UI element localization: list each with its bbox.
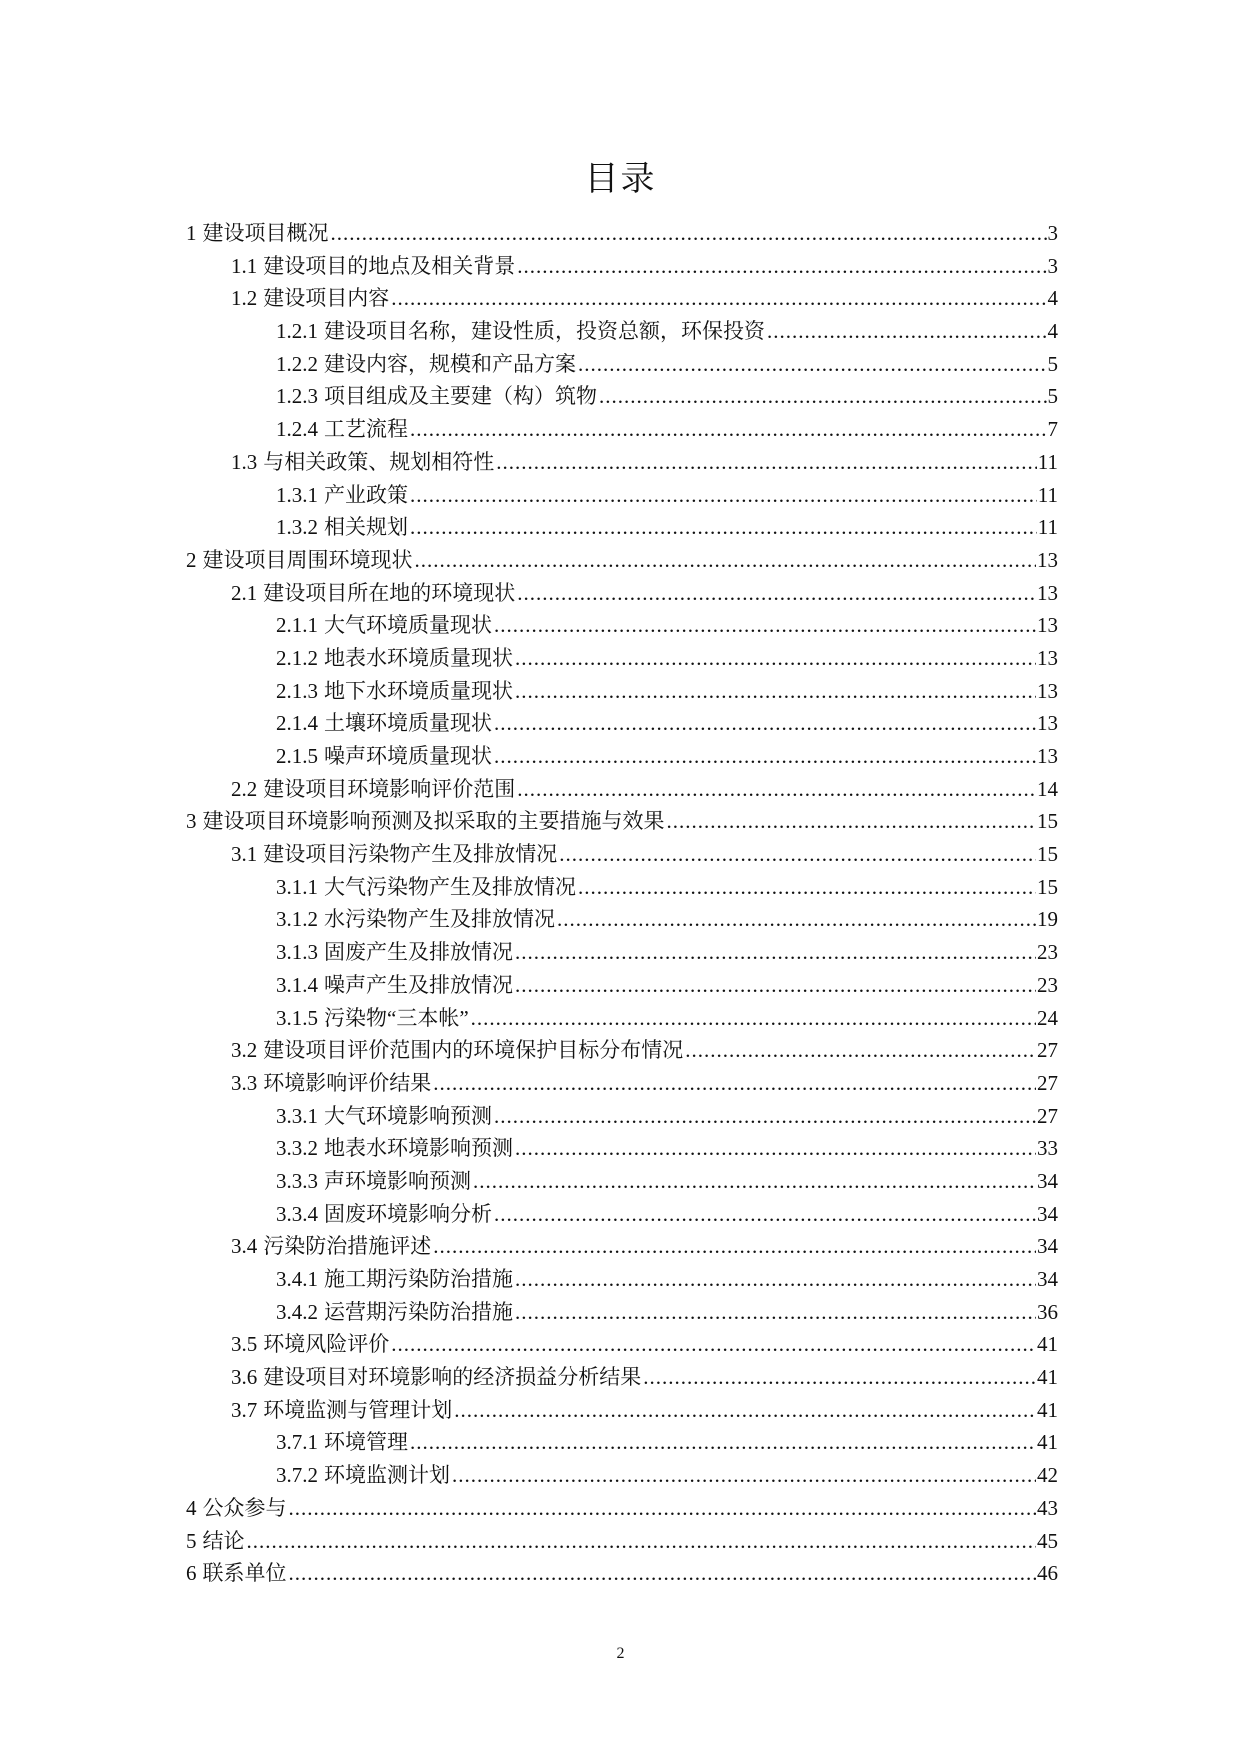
toc-entry[interactable] <box>186 413 1058 446</box>
toc-entry-title: 施工期污染防治措施 <box>324 1267 513 1291</box>
toc-entry-number: 1.2 <box>231 286 258 311</box>
toc-dot-leader <box>515 936 1036 969</box>
toc-entry[interactable] <box>186 315 1058 348</box>
toc-entry-page: 34 <box>1037 1168 1058 1193</box>
toc-entry-number: 3.1.4 <box>276 972 318 997</box>
toc-entry-page: 34 <box>1037 1201 1058 1226</box>
toc-entry-title: 建设项目周围环境现状 <box>202 547 413 572</box>
toc-dot-leader <box>471 1002 1036 1035</box>
toc-dot-leader <box>454 1394 1036 1427</box>
toc-entry-title: 环境风险评价 <box>263 1332 390 1357</box>
toc-entry[interactable] <box>186 217 1058 250</box>
toc-entry-title: 环境影响评价结果 <box>263 1070 432 1095</box>
toc-entry-page: 27 <box>1037 1070 1058 1095</box>
toc-entry-number: 3.7.1 <box>276 1430 318 1455</box>
toc-dot-leader <box>289 1492 1037 1525</box>
toc-entry-title: 结论 <box>202 1528 245 1553</box>
toc-entry[interactable] <box>186 773 1058 806</box>
toc-entry-page: 13 <box>1037 744 1058 768</box>
toc-dot-leader <box>517 250 1046 283</box>
toc-entry-page: 15 <box>1037 809 1058 834</box>
toc-dot-leader <box>452 1459 1036 1492</box>
toc-entry-page: 23 <box>1037 972 1058 997</box>
toc-dot-leader <box>494 707 1036 740</box>
toc-entry-number: 2 <box>186 547 197 572</box>
toc-dot-leader <box>433 1230 1036 1263</box>
toc-dot-leader <box>517 577 1036 610</box>
toc-entry[interactable] <box>186 707 1058 740</box>
toc-entry-number: 3.6 <box>231 1365 258 1390</box>
toc-entry-page: 13 <box>1037 580 1058 605</box>
toc-dot-leader <box>410 479 1037 512</box>
toc-entry-title: 土壤环境质量现状 <box>324 711 492 736</box>
toc-entry[interactable] <box>186 1132 1058 1165</box>
toc-entry-number: 2.2 <box>231 776 258 801</box>
toc-entry[interactable] <box>186 380 1058 413</box>
toc-entry-page: 41 <box>1037 1397 1058 1422</box>
toc-entry-number: 3.7 <box>231 1397 258 1422</box>
toc-entry-number: 1.3 <box>231 449 258 474</box>
toc-entry-title: 地表水环境影响预测 <box>324 1136 513 1161</box>
toc-entry-title: 建设项目的地点及相关背景 <box>263 253 516 278</box>
toc-entry[interactable] <box>186 969 1058 1002</box>
toc-entry[interactable] <box>186 1361 1058 1394</box>
toc-entry-number: 3.3.4 <box>276 1201 318 1226</box>
toc-dot-leader <box>331 217 1047 250</box>
toc-entry-number: 2.1.5 <box>276 744 318 768</box>
toc-dot-leader <box>433 1067 1036 1100</box>
toc-dot-leader <box>515 642 1036 675</box>
toc-entry-number: 1.3.1 <box>276 482 318 507</box>
toc-entry-number: 1.2.1 <box>276 319 318 344</box>
toc-entry-number: 3.3 <box>231 1070 258 1095</box>
toc-entry-title: 污染物“三本帐” <box>324 1005 469 1030</box>
toc-dot-leader <box>599 380 1047 413</box>
toc-entry-page: 5 <box>1047 384 1058 409</box>
toc-entry-number: 6 <box>186 1561 197 1586</box>
toc-entry-number: 2.1.1 <box>276 613 318 638</box>
toc-entry-page: 13 <box>1037 678 1058 703</box>
toc-entry-number: 3.2 <box>231 1038 258 1063</box>
toc-entry-title: 大气环境影响预测 <box>324 1103 492 1128</box>
toc-entry-number: 3.3.2 <box>276 1136 318 1161</box>
toc-entry[interactable] <box>186 805 1058 838</box>
toc-entry-number: 2.1.4 <box>276 711 318 736</box>
toc-entry-page: 4 <box>1047 286 1058 311</box>
toc-entry-title: 固废环境影响分析 <box>324 1201 492 1226</box>
toc-entry-number: 3.3.1 <box>276 1103 318 1128</box>
toc-entry-title: 环境监测与管理计划 <box>263 1397 453 1422</box>
toc-entry[interactable] <box>186 936 1058 969</box>
toc-dot-leader <box>515 675 1036 708</box>
toc-entry[interactable] <box>186 1067 1058 1100</box>
toc-dot-leader <box>643 1361 1036 1394</box>
toc-dot-leader <box>410 1426 1036 1459</box>
toc-entry-page: 7 <box>1047 417 1058 442</box>
toc-entry-title: 噪声环境质量现状 <box>324 744 492 768</box>
toc-entry-title: 工艺流程 <box>324 417 408 442</box>
toc-entry[interactable] <box>186 1459 1058 1492</box>
toc-entry-number: 3.1.2 <box>276 907 318 932</box>
toc-dot-leader <box>515 969 1036 1002</box>
toc-entry-page: 41 <box>1037 1430 1058 1455</box>
toc-dot-leader <box>515 1132 1036 1165</box>
toc-entry-page: 43 <box>1037 1495 1058 1520</box>
toc-entry-title: 建设内容，规模和产品方案 <box>324 351 576 376</box>
toc-entry[interactable] <box>186 1002 1058 1035</box>
toc-entry-page: 3 <box>1047 221 1058 245</box>
toc-entry-number: 3.7.2 <box>276 1463 318 1488</box>
toc-dot-leader <box>557 903 1036 936</box>
toc-entry-title: 相关规划 <box>324 515 408 540</box>
toc-entry-title: 环境管理 <box>324 1430 408 1455</box>
page-number: 2 <box>616 1645 625 1662</box>
toc-dot-leader <box>415 544 1037 577</box>
toc-entry-title: 建设项目概况 <box>202 221 329 245</box>
toc-entry-page: 45 <box>1037 1528 1058 1553</box>
toc-entry-title: 声环境影响预测 <box>324 1168 471 1193</box>
toc-entry-title: 建设项目内容 <box>263 286 390 311</box>
toc-entry-number: 3.1.1 <box>276 874 318 899</box>
toc-entry[interactable] <box>186 1328 1058 1361</box>
toc-entry-number: 1.2.4 <box>276 417 318 442</box>
toc-entry-title: 产业政策 <box>324 482 408 507</box>
toc-dot-leader <box>410 413 1047 446</box>
toc-entry-title: 建设项目评价范围内的环境保护目标分布情况 <box>263 1038 684 1063</box>
toc-entry-number: 2.1.2 <box>276 645 318 670</box>
toc-dot-leader <box>685 1034 1036 1067</box>
toc-entry-title: 污染防治措施评述 <box>263 1234 432 1259</box>
toc-entry-number: 4 <box>186 1495 197 1520</box>
toc-entry-number: 5 <box>186 1528 197 1553</box>
toc-dot-leader <box>559 838 1036 871</box>
toc-entry-number: 1.2.3 <box>276 384 318 409</box>
toc-entry[interactable] <box>186 1263 1058 1296</box>
toc-entry-page: 5 <box>1047 351 1058 376</box>
toc-entry[interactable] <box>186 1394 1058 1427</box>
toc-entry[interactable] <box>186 1557 1058 1590</box>
toc-entry-title: 地下水环境质量现状 <box>324 678 513 703</box>
toc-entry-page: 14 <box>1037 776 1058 801</box>
toc-entry[interactable] <box>186 348 1058 381</box>
toc-entry-page: 33 <box>1037 1136 1058 1161</box>
toc-entry-number: 2.1 <box>231 580 258 605</box>
toc-dot-leader <box>517 773 1036 806</box>
toc-entry[interactable] <box>186 1100 1058 1133</box>
toc-entry-title: 公众参与 <box>202 1495 287 1520</box>
toc-entry-title: 建设项目环境影响评价范围 <box>263 776 516 801</box>
toc-entry-page: 24 <box>1037 1005 1058 1030</box>
toc-dot-leader <box>473 1165 1036 1198</box>
toc-entry[interactable] <box>186 1296 1058 1329</box>
toc-entry-page: 36 <box>1037 1299 1058 1324</box>
toc-entry[interactable] <box>186 577 1058 610</box>
toc-entry-number: 1.3.2 <box>276 515 318 540</box>
toc-dot-leader <box>391 282 1046 315</box>
toc-entry-number: 3.4.1 <box>276 1267 318 1291</box>
toc-entry[interactable] <box>186 1165 1058 1198</box>
toc-entry-title: 大气环境质量现状 <box>324 613 492 638</box>
toc-entry[interactable] <box>186 903 1058 936</box>
toc-entry-page: 42 <box>1037 1463 1058 1488</box>
toc-entry[interactable] <box>186 282 1058 315</box>
toc-entry-page: 15 <box>1037 874 1058 899</box>
page-title: 目录 <box>584 161 657 198</box>
toc-entry-page: 46 <box>1037 1561 1058 1586</box>
toc-entry[interactable] <box>186 675 1058 708</box>
toc-entry-number: 3.3.3 <box>276 1168 318 1193</box>
toc-entry[interactable] <box>186 544 1058 577</box>
toc-entry-number: 3 <box>186 809 197 834</box>
toc-entry-number: 3.1 <box>231 842 258 867</box>
toc-entry-title: 项目组成及主要建（构）筑物 <box>324 384 597 409</box>
toc-entry-title: 建设项目所在地的环境现状 <box>263 580 516 605</box>
toc-entry-number: 1.2.2 <box>276 351 318 376</box>
toc-entry-page: 11 <box>1037 515 1058 540</box>
toc-entry-title: 建设项目名称，建设性质，投资总额，环保投资 <box>324 319 765 344</box>
toc-entry[interactable] <box>186 1525 1058 1558</box>
toc-entry-title: 联系单位 <box>202 1561 287 1586</box>
toc-entry[interactable] <box>186 871 1058 904</box>
toc-entry-page: 13 <box>1037 711 1058 736</box>
toc-entry-number: 3.4.2 <box>276 1299 318 1324</box>
toc-entry-page: 3 <box>1047 253 1058 278</box>
toc-dot-leader <box>515 1263 1036 1296</box>
toc-entry-title: 环境监测计划 <box>324 1463 450 1488</box>
toc-entry-page: 41 <box>1037 1332 1058 1357</box>
toc-entry[interactable] <box>186 1034 1058 1067</box>
toc-entry-page: 11 <box>1037 482 1058 507</box>
table-of-contents <box>186 217 1058 1590</box>
toc-entry-title: 运营期污染防治措施 <box>324 1299 513 1324</box>
toc-dot-leader <box>410 511 1037 544</box>
toc-entry-page: 34 <box>1037 1267 1058 1291</box>
toc-entry-page: 11 <box>1037 449 1058 474</box>
toc-entry[interactable] <box>186 1426 1058 1459</box>
toc-entry[interactable] <box>186 838 1058 871</box>
toc-entry-page: 13 <box>1037 613 1058 638</box>
toc-entry[interactable] <box>186 1230 1058 1263</box>
toc-dot-leader <box>289 1557 1037 1590</box>
toc-entry-title: 与相关政策、规划相符性 <box>263 449 495 474</box>
toc-entry[interactable] <box>186 511 1058 544</box>
toc-entry-title: 建设项目污染物产生及排放情况 <box>263 842 558 867</box>
toc-dot-leader <box>494 1198 1036 1231</box>
toc-entry[interactable] <box>186 250 1058 283</box>
toc-dot-leader <box>767 315 1047 348</box>
toc-entry-number: 1.1 <box>231 253 258 278</box>
toc-dot-leader <box>247 1525 1037 1558</box>
toc-entry-number: 3.1.3 <box>276 940 318 965</box>
toc-entry-page: 41 <box>1037 1365 1058 1390</box>
toc-dot-leader <box>494 740 1036 773</box>
toc-entry-page: 27 <box>1037 1038 1058 1063</box>
toc-entry-page: 27 <box>1037 1103 1058 1128</box>
toc-entry-title: 大气污染物产生及排放情况 <box>324 874 576 899</box>
toc-entry[interactable] <box>186 609 1058 642</box>
toc-entry-title: 水污染物产生及排放情况 <box>324 907 555 932</box>
toc-entry[interactable] <box>186 1198 1058 1231</box>
toc-entry-page: 19 <box>1037 907 1058 932</box>
toc-entry-page: 13 <box>1037 547 1058 572</box>
toc-entry-title: 建设项目环境影响预测及拟采取的主要措施与效果 <box>202 809 665 834</box>
toc-dot-leader <box>667 805 1037 838</box>
toc-dot-leader <box>391 1328 1036 1361</box>
toc-entry-page: 15 <box>1037 842 1058 867</box>
toc-entry-number: 3.4 <box>231 1234 258 1259</box>
toc-dot-leader <box>494 609 1036 642</box>
toc-dot-leader <box>496 446 1037 479</box>
toc-dot-leader <box>578 871 1036 904</box>
toc-entry-page: 34 <box>1037 1234 1058 1259</box>
toc-entry-number: 3.5 <box>231 1332 258 1357</box>
toc-dot-leader <box>494 1100 1036 1133</box>
toc-entry[interactable] <box>186 446 1058 479</box>
toc-entry-page: 23 <box>1037 940 1058 965</box>
toc-entry-number: 1 <box>186 221 197 245</box>
toc-dot-leader <box>515 1296 1036 1329</box>
toc-entry-title: 固废产生及排放情况 <box>324 940 513 965</box>
toc-entry-title: 噪声产生及排放情况 <box>324 972 513 997</box>
toc-entry-page: 13 <box>1037 645 1058 670</box>
toc-entry[interactable] <box>186 740 1058 773</box>
toc-entry-page: 4 <box>1047 319 1058 344</box>
toc-entry[interactable] <box>186 1492 1058 1525</box>
toc-entry-title: 地表水环境质量现状 <box>324 645 513 670</box>
toc-dot-leader <box>578 348 1047 381</box>
toc-entry[interactable] <box>186 479 1058 512</box>
toc-entry-title: 建设项目对环境影响的经济损益分析结果 <box>263 1365 642 1390</box>
toc-entry-number: 3.1.5 <box>276 1005 318 1030</box>
toc-entry-number: 2.1.3 <box>276 678 318 703</box>
toc-entry[interactable] <box>186 642 1058 675</box>
